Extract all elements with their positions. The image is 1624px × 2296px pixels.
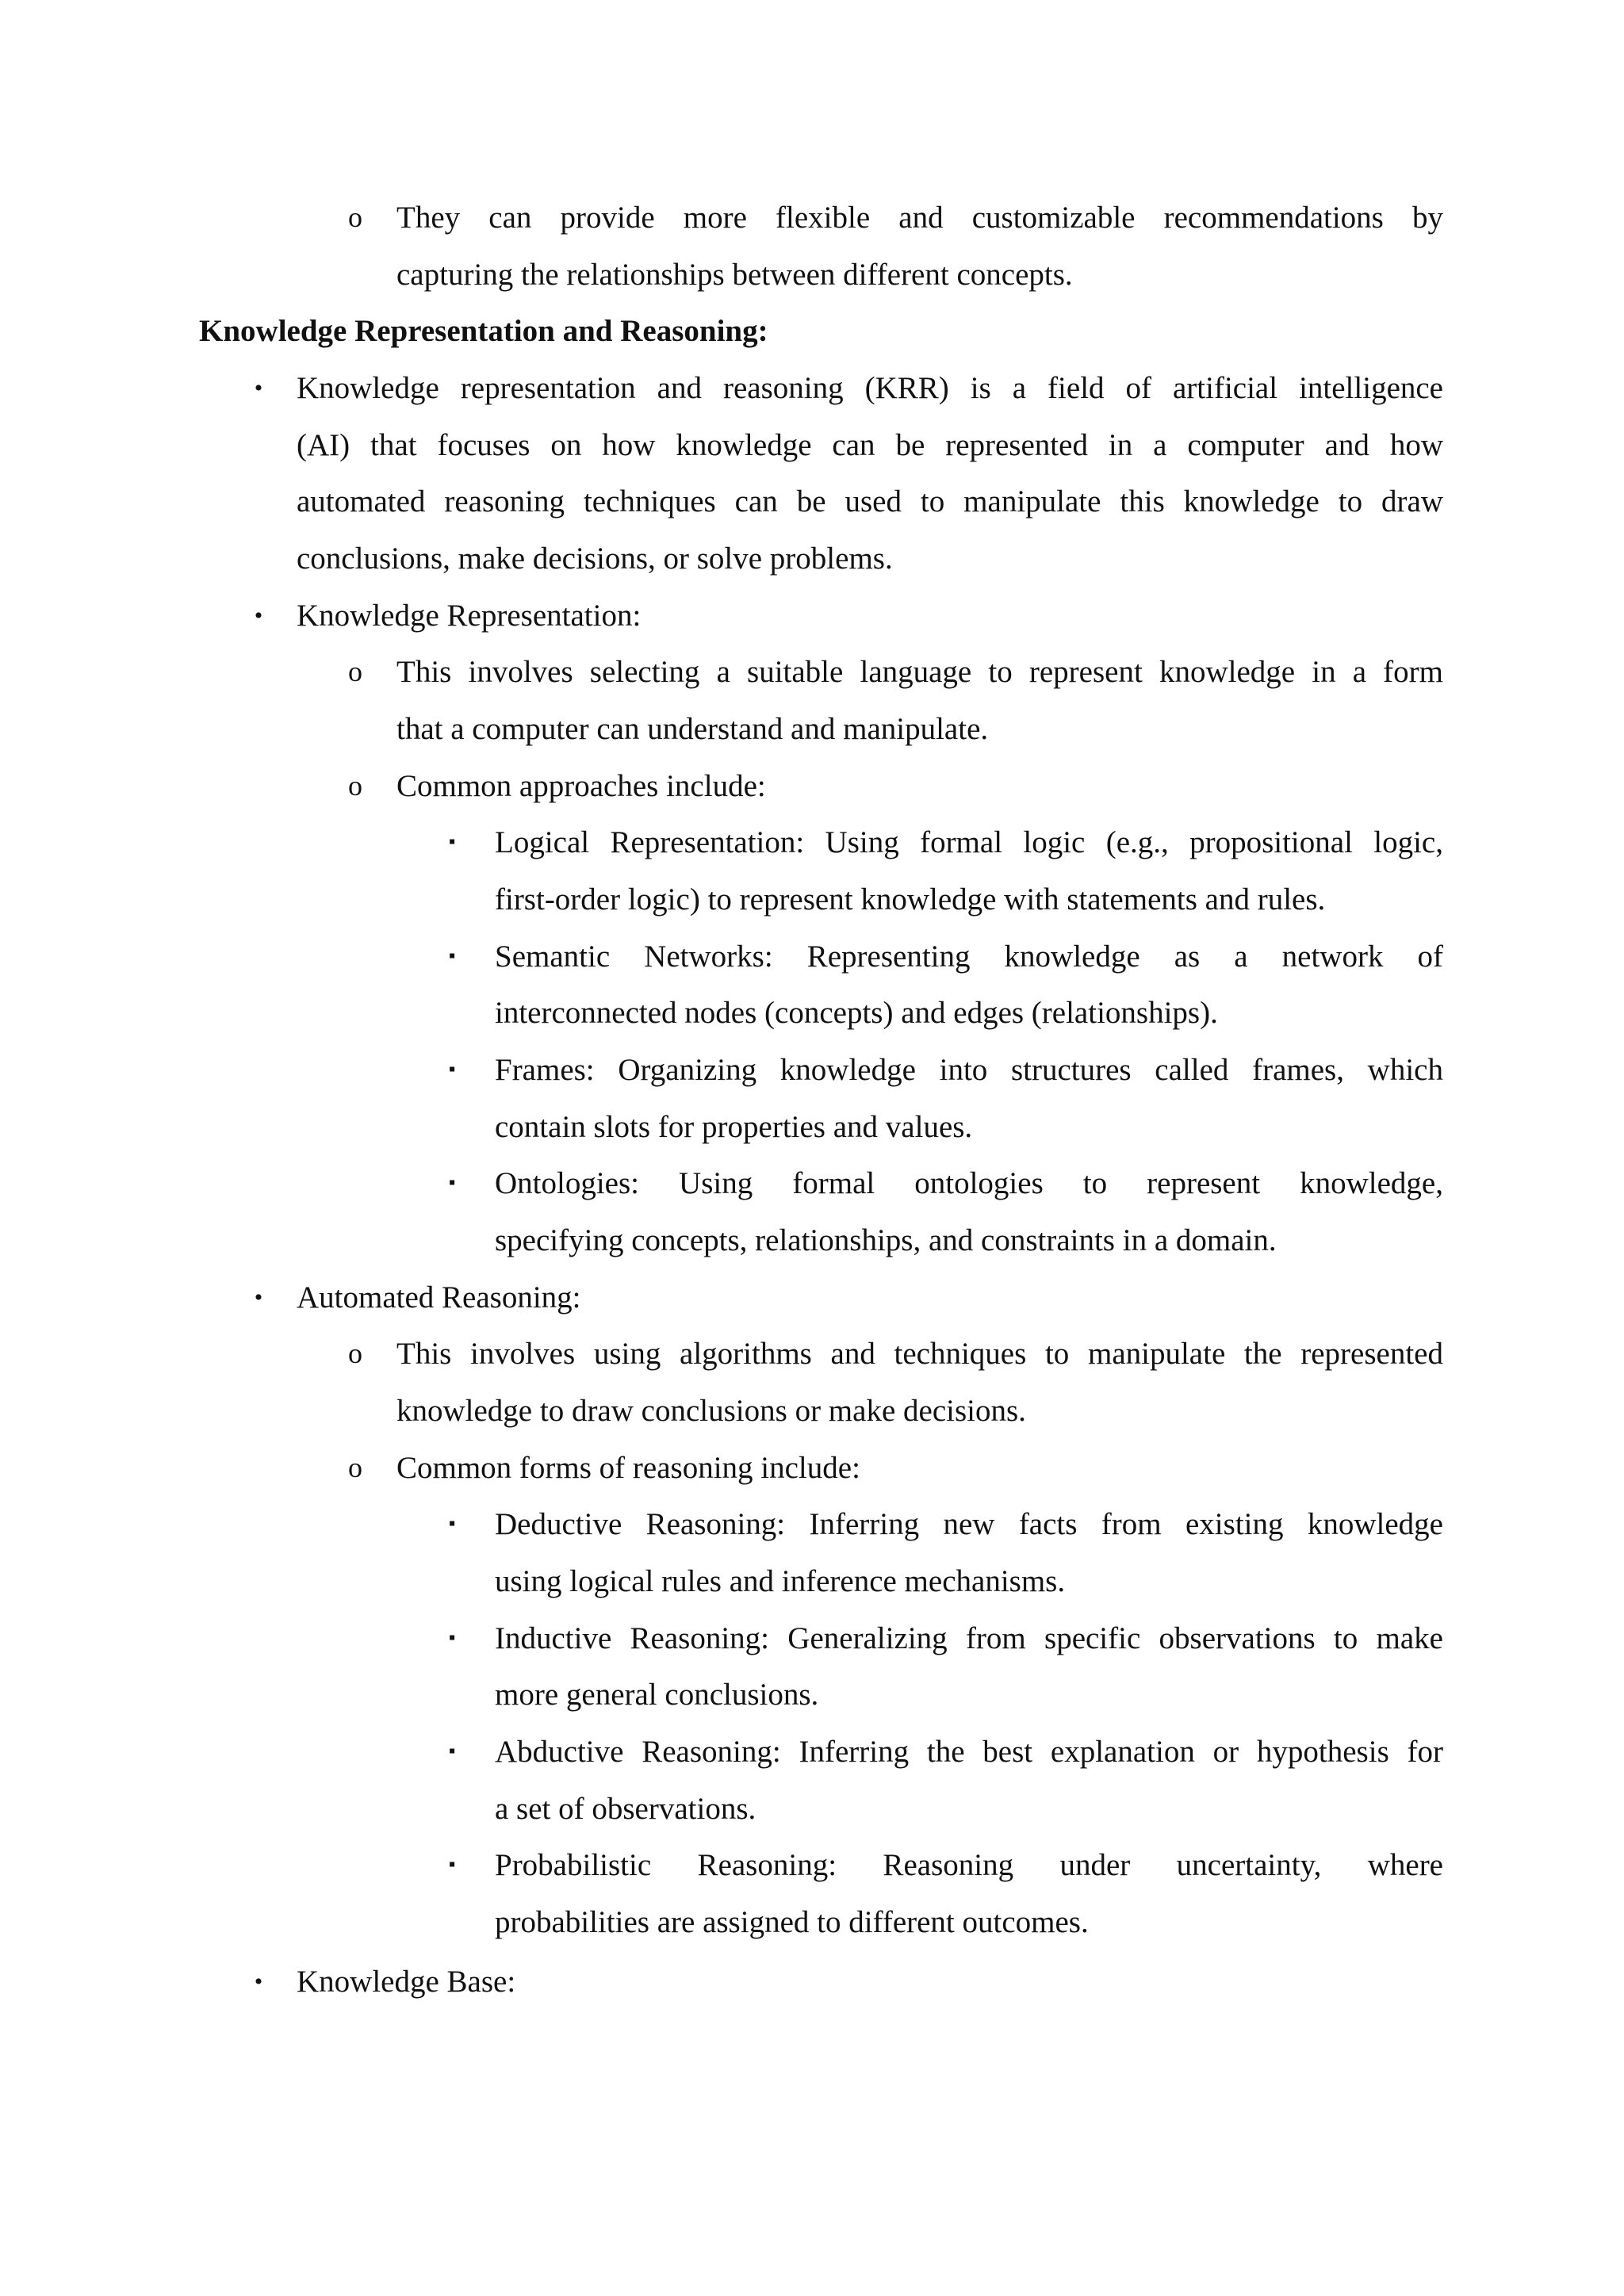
paragraph-line: first-order logic) to represent knowledge with statements and rules.	[495, 882, 1326, 916]
paragraph-line: that a computer can understand and manipulate.	[396, 712, 989, 746]
paragraph-line: Deductive Reasoning: Inferring new facts from existing knowledge	[495, 1507, 1443, 1541]
square-bullet-icon: ▪	[448, 946, 456, 966]
section-heading: Knowledge Representation and Reasoning:	[199, 314, 768, 348]
paragraph-line: Logical Representation: Using formal logic (e.g., propositional logic,	[495, 825, 1443, 859]
paragraph-line: a set of observations.	[495, 1792, 756, 1826]
square-bullet-icon: ▪	[448, 1741, 456, 1762]
circle-bullet-icon: o	[348, 1452, 362, 1483]
paragraph-line: conclusions, make decisions, or solve problems.	[297, 541, 893, 576]
paragraph-line: specifying concepts, relationships, and constraints in a domain.	[495, 1223, 1277, 1257]
bullet-icon: •	[254, 1969, 263, 1995]
paragraph-line: Abductive Reasoning: Inferring the best explanation or hypothesis for	[495, 1735, 1443, 1769]
list-item-label: Knowledge Base:	[297, 1965, 516, 1999]
paragraph-line: probabilities are assigned to different outcomes.	[495, 1905, 1089, 1939]
paragraph-line: knowledge to draw conclusions or make decisions.	[396, 1394, 1026, 1428]
paragraph-line: This involves using algorithms and techniques to manipulate the represented	[396, 1337, 1443, 1371]
square-bullet-icon: ▪	[448, 1513, 456, 1534]
bullet-icon: •	[254, 375, 263, 401]
paragraph-line: Knowledge representation and reasoning (KRR) is a field of artificial intelligence	[297, 371, 1443, 405]
paragraph-line: using logical rules and inference mechanisms.	[495, 1564, 1066, 1598]
list-item-label: Automated Reasoning:	[297, 1280, 581, 1314]
paragraph-line: more general conclusions.	[495, 1678, 819, 1712]
paragraph-line: automated reasoning techniques can be used to manipulate this knowledge to draw	[297, 484, 1443, 519]
paragraph-line: Probabilistic Reasoning: Reasoning under uncertainty, where	[495, 1848, 1443, 1882]
paragraph-line: interconnected nodes (concepts) and edges (relationships).	[495, 996, 1218, 1030]
paragraph-line: This involves selecting a suitable language to represent knowledge in a form	[396, 655, 1443, 689]
square-bullet-icon: ▪	[448, 1173, 456, 1193]
list-item-label: Knowledge Representation:	[297, 599, 642, 633]
paragraph-line: contain slots for properties and values.	[495, 1110, 973, 1144]
paragraph-line: They can provide more flexible and customizable recommendations by	[396, 201, 1443, 235]
circle-bullet-icon: o	[348, 770, 362, 802]
square-bullet-icon: ▪	[448, 1854, 456, 1875]
paragraph-line: (AI) that focuses on how knowledge can be represented in a computer and how	[297, 428, 1443, 462]
square-bullet-icon: ▪	[448, 1628, 456, 1648]
bullet-icon: •	[254, 1284, 263, 1311]
square-bullet-icon: ▪	[448, 1059, 456, 1080]
bullet-icon: •	[254, 603, 263, 629]
paragraph-line: Ontologies: Using formal ontologies to represent knowledge,	[495, 1166, 1443, 1200]
paragraph-line: Inductive Reasoning: Generalizing from specific observations to make	[495, 1621, 1443, 1655]
circle-bullet-icon: o	[348, 656, 362, 687]
square-bullet-icon: ▪	[448, 832, 456, 852]
list-item-label: Common approaches include:	[396, 769, 766, 803]
circle-bullet-icon: o	[348, 1337, 362, 1369]
paragraph-line: capturing the relationships between different concepts.	[396, 258, 1073, 292]
paragraph-line: Semantic Networks: Representing knowledge as a network of	[495, 939, 1443, 974]
list-item-label: Common forms of reasoning include:	[396, 1451, 860, 1485]
paragraph-line: Frames: Organizing knowledge into structures called frames, which	[495, 1053, 1443, 1087]
circle-bullet-icon: o	[348, 201, 362, 233]
